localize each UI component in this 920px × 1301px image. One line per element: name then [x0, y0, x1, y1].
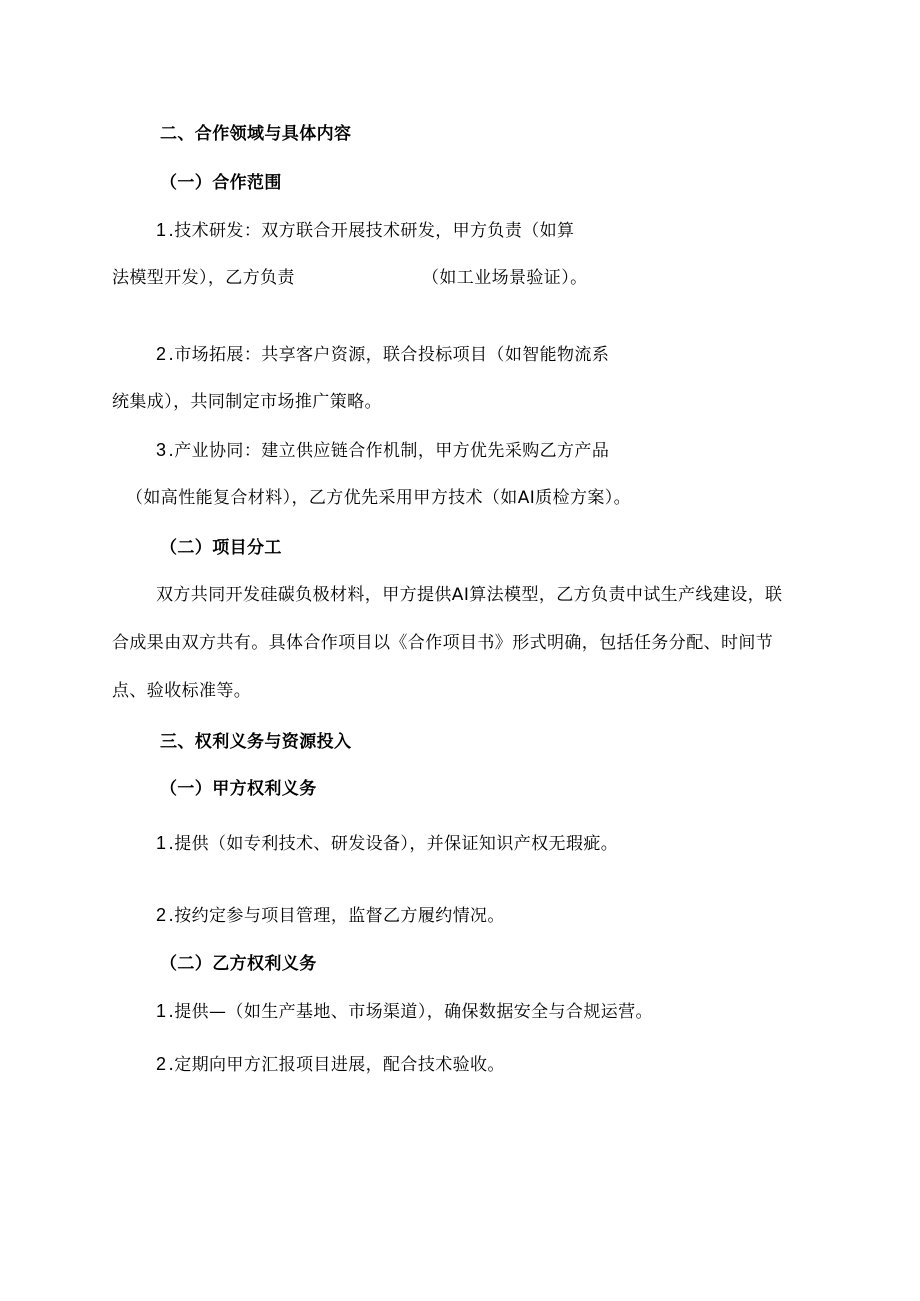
subsection-3-1-heading: （一）甲方权利义务 [160, 779, 317, 799]
list-item-continuation: （如工业场景验证）。 [422, 268, 588, 288]
list-item-number: 2 [156, 344, 167, 364]
list-item [156, 831, 618, 856]
paragraph-line: 合成果由双方共有。具体合作项目以《合作项目书》形式明确，包括任务分配、时间节 [112, 633, 774, 653]
list-item-number: 1 [156, 220, 167, 240]
list-item-number: 2 [156, 905, 167, 925]
list-item-number: 3 [156, 440, 167, 460]
list-item-text: .技术研发：双方联合开展技术研发，甲方负责（如算 [168, 221, 575, 241]
paragraph-line: 点、验收标准等。 [112, 681, 252, 701]
list-item-continuation: 法模型开发），乙方负责 [112, 268, 295, 288]
section-3-heading: 三、权利义务与资源投入 [160, 732, 352, 752]
list-item-text: .定期向甲方汇报项目进展，配合技术验收。 [168, 1055, 505, 1075]
list-item [156, 218, 574, 243]
list-item-text: .市场拓展：共享客户资源，联合投标项目（如智能物流系 [168, 345, 610, 365]
subsection-2-2-heading: （二）项目分工 [160, 538, 282, 558]
list-item-number: 1 [156, 1001, 167, 1021]
list-item-number: 1 [156, 833, 167, 853]
subsection-2-1-heading: （一）合作范围 [160, 173, 282, 193]
list-item [156, 1052, 505, 1077]
list-item-continuation: （如高性能复合材料），乙方优先采用甲方技术（如AI质检方案）。 [126, 488, 632, 508]
list-item [156, 999, 653, 1024]
list-item-continuation: 统集成），共同制定市场推广策略。 [112, 392, 382, 412]
list-item [156, 342, 609, 367]
list-item [156, 438, 609, 463]
list-item-text: .产业协同：建立供应链合作机制，甲方优先采购乙方产品 [168, 441, 610, 461]
section-2-heading: 二、合作领域与具体内容 [160, 124, 352, 144]
list-item-number: 2 [156, 1054, 167, 1074]
list-item-text: .提供（如专利技术、研发设备），并保证知识产权无瑕疵。 [168, 834, 619, 854]
paragraph-line: 双方共同开发硅碳负极材料，甲方提供AI算法模型，乙方负责中试生产线建设，联 [156, 585, 783, 605]
list-item-text: .提供—（如生产基地、市场渠道），确保数据安全与合规运营。 [168, 1002, 653, 1022]
list-item [156, 903, 505, 928]
list-item-text: .按约定参与项目管理，监督乙方履约情况。 [168, 906, 505, 926]
subsection-3-2-heading: （二）乙方权利义务 [160, 954, 317, 974]
